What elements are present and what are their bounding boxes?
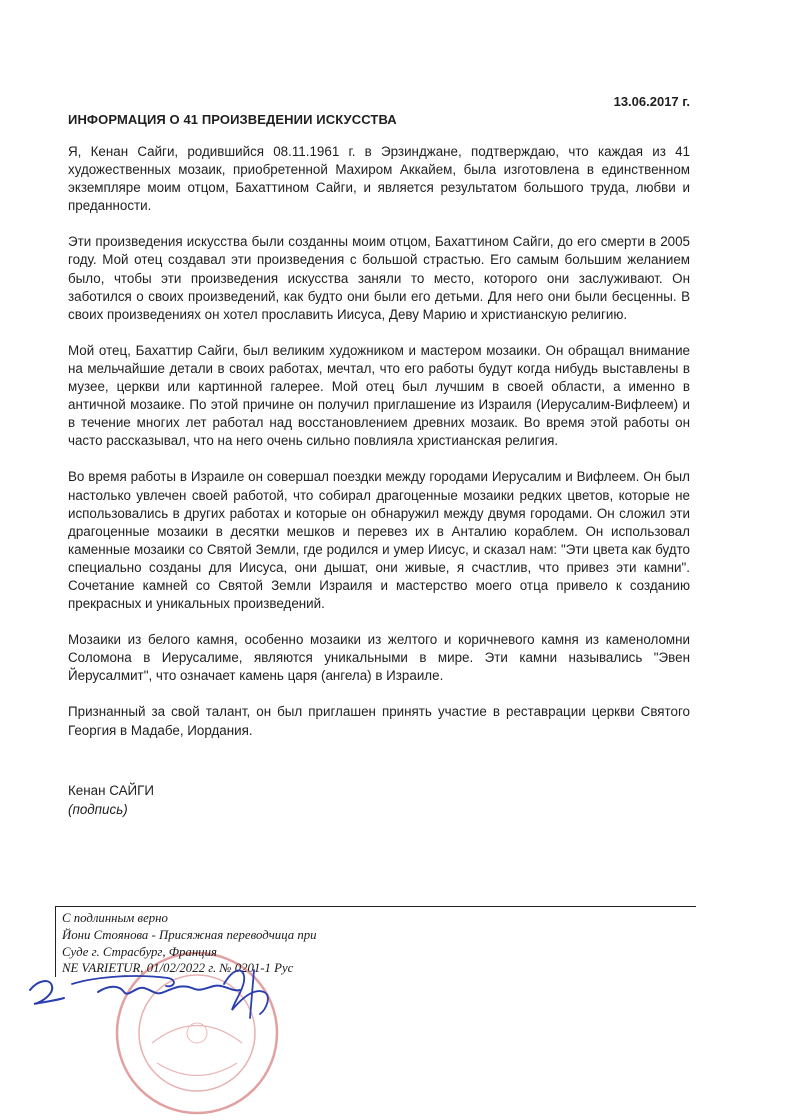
document-body bbox=[68, 143, 690, 758]
signature-note: (подпись) bbox=[68, 802, 128, 817]
signer-block bbox=[68, 781, 154, 819]
paragraph: Мозаики из белого камня, особенно мозаики из желтого и коричневого камня из каменоломни Соломона в Иерусалиме, являются уникальными в мире. Эти камни назывались "Эвен Йерусалмит", что означает камень царя (ангела) в Израиле. bbox=[68, 632, 690, 684]
paragraph: Во время работы в Израиле он совершал поездки между городами Иерусалим и Вифлеем. Он был настолько увлечен своей работой, что собирал драгоценные мозаики редких цветов, которые не использовались в других работах и которые он обнаружил между двумя городами. Он сложил эти драгоценные мозаики в десятки мешков и перевез их в Анталию кораблем. Он использовал каменные мозаики со Святой Земли, где родился и умер Иисус, и сказал нам: "Эти цвета как будто специально созданы для Иисуса, они дышат, они живые, я счастлив, что привез эти камни". Сочетание камней со Святой Земли Израиля и мастерство моего отца привело к созданию прекрасных и уникальных произведений. bbox=[68, 469, 690, 612]
handwritten-signature bbox=[28, 962, 298, 1032]
paragraph: Я, Кенан Сайги, родившийся 08.11.1961 г. в Эрзинджане, подтверждаю, что каждая из 41 художественных мозаик, приобретенной Махиром Аккайем, была изготовлена в единственном экземпляре моим отцом, Бахаттином Сайги, и является результатом большого труда, любви и преданности. bbox=[68, 144, 690, 214]
certification-line: С подлинным верно bbox=[62, 911, 168, 925]
document-date: 13.06.2017 г. bbox=[613, 94, 690, 109]
certification-line: Суде г. Страсбург, Франция bbox=[62, 944, 217, 959]
paragraph: Мой отец, Бахаттир Сайги, был великим художником и мастером мозаики. Он обращал внимание на мельчайшие детали в своих работах, мечтал, что его работы будут когда нибудь выставлены в музее, церкви или картинной галерее. Мой отец был лучшим в своей области, а именно в античной мозаике. По этой причине он получил приглашение из Израиля (Иерусалим-Вифлеем) и в течение многих лет работал над восстановлением древних мозаик. Во время этой работы он часто рассказывал, что на него очень сильно повлияла христианская религия. bbox=[68, 342, 690, 449]
signer-name: Кенан САЙГИ bbox=[68, 783, 155, 798]
certification-line: NE VARIETUR, 01/02/2022 г. № 0201-1 Рус bbox=[62, 961, 294, 976]
certification-line: Йони Стоянова - Присяжная переводчица при bbox=[62, 927, 317, 942]
document-title: ИНФОРМАЦИЯ О 41 ПРОИЗВЕДЕНИИ ИСКУССТВА bbox=[68, 112, 397, 127]
paragraph: Эти произведения искусства были созданны моим отцом, Бахаттином Сайги, до его смерти в 2005 году. Мой отец создавал эти произведения с большой страстью. Его самым большим желанием было, чтобы эти произведения искусства заняли то место, которого они заслуживают. Он заботился о своих произведений, как будто они были его детьми. Для него они были бесценны. В своих произведениях он хотел прославить Иисуса, Деву Марию и христианскую религию. bbox=[68, 234, 690, 322]
paragraph: Признанный за свой талант, он был приглашен принять участие в реставрации церкви Святого Георгия в Мадабе, Иордания. bbox=[68, 704, 690, 738]
